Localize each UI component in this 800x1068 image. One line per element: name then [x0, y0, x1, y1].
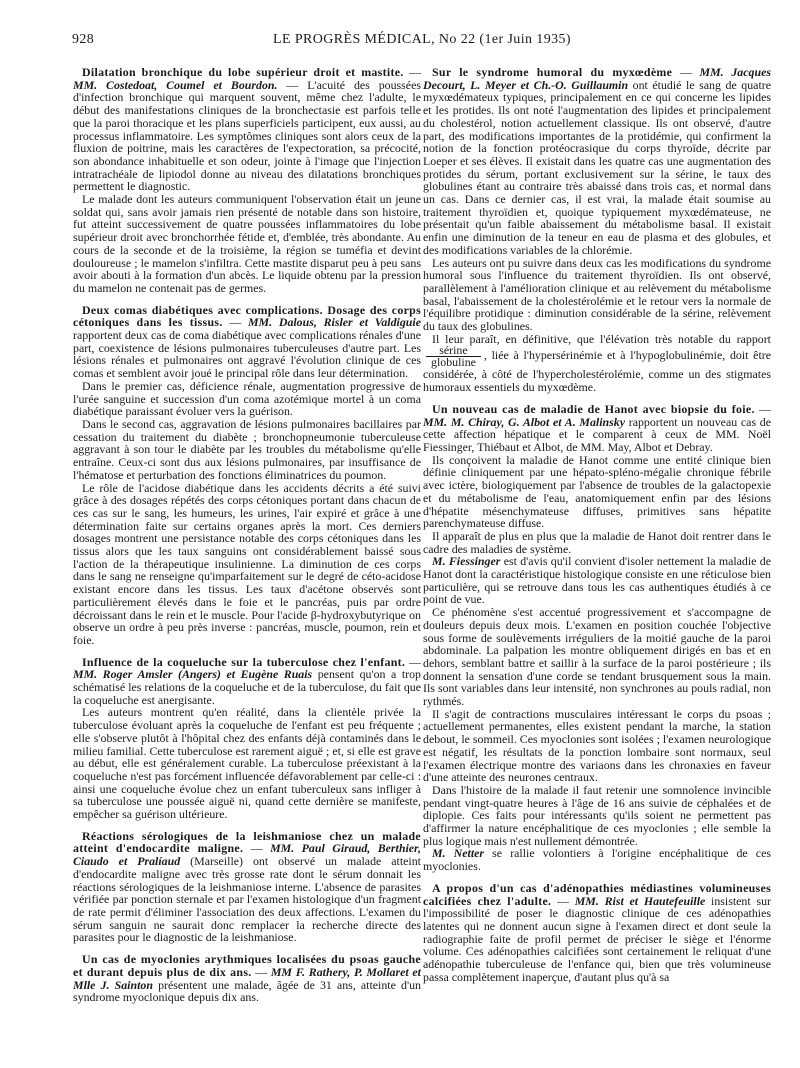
article-text: (Marseille) ont observé un malade atteint d'endocardite maligne avec très grosse rate dont le sérum donnait les réactions sérologiques de la leishmaniose interne. L'absence de parasites vérifiée par ponction sternale et par l'examen histologique d'un fragment de rate permit d'éliminer l'association des deux affections. L'examen du sérum sanguin ne saurait donc remplacer la recherche directe des parasites pour le diagnostic de la leishmaniose.	[73, 854, 421, 945]
article-title: Un cas de myoclonies arythmiques localisées du psoas gauche et durant depuis plus de dix ans.	[73, 952, 421, 979]
article-authors: MM. Roger Amsler (Angers) et Eugène Ruais	[73, 667, 313, 682]
article-paragraph: Il s'agit de contractions musculaires intéressant le corps du psoas ; actuellement permanentes, elles existent pendant la marche, la station debout, le sommeil. Ces myoclonies sont isolées ; l'examen neurologique est négatif, les résultats de la ponction lombaire sont normaux, seul l'examen électrique montre des variaons dans les chronaxies en faveur d'une atteinte des neurones centraux.	[423, 706, 771, 785]
article-title: Sur le syndrome humoral du myxœdème	[432, 66, 673, 79]
article-text: se rallie volontiers à l'origine encéphalitique de ces myoclonies.	[423, 846, 771, 874]
article-paragraph: Ils conçoivent la maladie de Hanot comme une entité clinique bien définie cliniquement par une hépato-spléno-mégalie chronique fébrile avec ictère, biologiquement par l'absence de troubles de la galactopexie et du métabolisme de l'eau, anatomiquement enfin par des lésions d'hépatite mésenchymateuse diffuses, primitives sans hépatite parenchymateuse diffuse.	[423, 452, 771, 531]
article-authors: MM. Paul Giraud, Berthier, Ciaudo et Pralíaud	[73, 841, 421, 869]
article-text: Il leur paraît, en définitive, que l'élévation très notable du rapport	[432, 331, 771, 346]
article-title: Deux comas diabétiques avec complications. Dosage des corps cétoniques dans les tissus.	[73, 302, 421, 330]
article-myxoedeme: Sur le syndrome humoral du myxœdème — MM. Jacques Decourt, L. Meyer et Ch.-O. Guillaumin ont étudié le sang de quatre myxœdémateux typiques, principalement en ce qui concerne les lipides et les protides. Ils ont noté l'augmentation des lipides et principalement du cholestérol, notion actuellement classique. Ils ont observé, d'autre part, des modifications importantes de la protidémie, qui confirment la notion de la fonction protéocrasique du corps thyroïde, décrite par Loeper et ses élèves. Il existait dans les quatre cas une augmentation des protides du sérum, portant exclusivement sur la sérine, le taux des globulines étant au contraire très abaissé dans trois cas, et normal dans un cas. Dans ce dernier cas, il est vrai, la malade était soumise au traitement thyroïdien et, quoique typiquement myxœdémateuse, ne présentait qu'un faible abaissement du métabolisme basal. Il existait enfin une diminution de la teneur en eau de plasma et des globules, et des modifications variables de la chlorémie. Les auteurs ont pu suivre dans deux cas les modifications du syndrome humoral sous l'influence du traitement thyroïdien. Ils ont observé, parallèlement à l'amélioration clinique et au relèvement du métabolisme basal, l'abaissement de la cholestérolémie et le retour vers la normale de l'équilibre protidique : diminution considérable de la sérine, relèvement du taux des globulines. Il leur paraît, en définitive, que l'élévation très notable du rapport $\frac{\text{sérine}}{\text{globuline}}$ , liée à l'hypersérinémie et à l'hypoglobulinémie, doit être considérée, à côté de l'hypercholestérolémie, comme un des stigmates humoraux essentiels du myxœdème.	[423, 66, 771, 395]
article-leishmaniose: Réactions sérologiques de la leishmaniose chez un malade atteint d'endocardite maligne. — MM. Paul Giraud, Berthier, Ciaudo et Pralíaud (Marseille) ont observé un malade atteint d'endocardite maligne avec très grosse rate dont le sérum donnait les réactions sérologiques de la leishmaniose interne. L'absence de parasites vérifiée par ponction sternale et par l'examen histologique d'un fragment de rate permit d'éliminer l'association des deux affections. L'examen du sérum sanguin ne saurait donc remplacer la recherche directe des parasites pour le diagnostic de la leishmaniose.	[73, 828, 421, 945]
article-text: ont étudié le sang de quatre myxœdémateux typiques, principalement en ce qui concerne les lipides et les protides. Ils ont noté l'augmentation des lipides et principalement du cholestérol, notion actuellement classique. Ils ont observé, d'autre part, des modifications importantes de la protidémie, qui confirment la notion de la fonction protéocrasique du corps thyroïde, décrite par Loeper et ses élèves. Il existait dans les quatre cas une augmentation des protides du sérum, portant exclusivement sur la sérine, le taux des globulines étant au contraire très abaissé dans trois cas, et normal dans un cas. Dans ce dernier cas, il est vrai, la malade était soumise au traitement thyroïdien et, quoique typiquement myxœdémateuse, ne présentait qu'un faible abaissement du métabolisme basal. Il existait enfin une diminution de la teneur en eau de plasma et des globules, et des modifications variables de la chlorémie.	[423, 77, 771, 257]
discussant-name: M. Fiessinger	[432, 554, 501, 569]
article-authors: MM. Costedoat, Coumel et Bourdon.	[73, 77, 278, 92]
article-paragraph: Les auteurs montrent qu'en réalité, dans la clientèle privée la tuberculose évoluant après la coqueluche de l'enfant est peu fréquente ; elle s'observe plutôt à l'hôpital chez des enfants déjà contaminés dans le milieu familial. Cette tuberculose est rarement aiguë ; et, si elle est grave au début, elle est généralement curable. La tuberculose préexistant à la coqueluche n'est pas forcément influencée défavorablement par celle-ci : ainsi une coqueluche évolue chez un enfant tuberculeux sans infliger à sa tuberculose une poussée aiguë ni, quand cette dernière se manifeste, empêcher sa guérison ultérieure.	[73, 705, 421, 822]
ratio-fraction	[426, 345, 481, 368]
article-paragraph: Le malade dont les auteurs communiquent l'observation était un jeune soldat qui, sans avoir jamais rien présenté de notable dans son histoire, fut atteint successivement de quatre poussées inflammatoires du lobe supérieur droit avec bronchorrhée fétide et, d'emblée, très abondante. Au cours de la seconde et de la troisième, la région se tuméfia et devint douloureuse ; le mamelon s'infiltra. Cette mastite disparut peu à peu sans avoir abouti à la formation d'un abcès. Le liquide obtenu par la pression du mamelon ne contenait pas de germes.	[73, 192, 421, 295]
article-authors: MM. Dalous, Risler et Valdiguie	[247, 315, 421, 330]
article-text: L'acuité des poussées d'infection bronchique qui marquent souvent, même chez l'adulte, le début des manifestations cliniques de la bronchectasie est parfois telle que la paroi thoracique et les plans superficiels participent, eux aussi, au processus inflammatoire. Les symptômes cliniques sont alors ceux de la fluxion de poitrine, mais les caractères de l'expectoration, sa précocité, son abondance inhabituelle et son odeur, jointe à l'image que l'injection intratrachéale de lipiodol donne au niveau des dilatations bronchiques permettent le diagnostic.	[73, 77, 421, 194]
article-paragraph: Ce phénomène s'est accentué progressivement et s'accompagne de douleurs depuis deux mois. L'examen en position couchée l'objective sous forme de soulèvements irréguliers de la moitié gauche de la paroi abdominale. La palpation les montre obliquement dirigés en bas et en dehors, semblant battre et saillir à la surface de la paroi postérieure ; ils donnent la sensation d'une corde se tendant brusquement sous la main. Ils sont variables dans leur intensité, non synchrones au pouls radial, non rythmés.	[423, 605, 771, 709]
article-title: Un nouveau cas de maladie de Hanot avec biopsie du foie.	[432, 401, 755, 416]
article-text: rapportent un nouveau cas de cette affection hépatique et le comparent à ceux de MM. Noël Fiessinger, Thiébaut et Albot, de MM. May, Albot et Debray.	[423, 414, 771, 454]
left-column	[73, 66, 421, 1056]
discussant-name: M. Netter	[432, 846, 485, 861]
article-myoclonies-psoas: Un cas de myoclonies arythmiques localisées du psoas gauche et durant depuis plus de dix ans. — MM F. Rathery, P. Mollaret et Mlle J. Sainton présentent une malade, âgée de 31 ans, atteinte d'un syndrome myoclonique depuis dix ans.	[73, 952, 421, 1005]
article-authors: MM. Rist et Hautefeuille	[574, 893, 706, 908]
article-text: rapportent deux cas de coma diabétique avec complications rénales d'une part, coexistence de lésions pulmonaires tuberculeuses d'autre part. Les lésions rénales et pulmonaires ont aggravé l'évolution clinique de ces comas et semblent avoir joué le principal rôle dans leur détermination.	[73, 328, 421, 381]
article-authors: MM. Jacques Decourt, L. Meyer et Ch.-O. Guillaumin	[423, 66, 771, 92]
article-maladie-hanot: Un nouveau cas de maladie de Hanot avec biopsie du foie. — MM. M. Chiray, G. Albot et A. Malinsky rapportent un nouveau cas de cette affection hépatique et le comparent à ceux de MM. Noël Fiessinger, Thiébaut et Albot, de MM. May, Albot et Debray. Ils conçoivent la maladie de Hanot comme une entité clinique bien définie cliniquement par une hépato-spléno-mégalie chronique fébrile avec ictère, biologiquement par l'absence de troubles de la galactopexie et du métabolisme de l'eau, anatomiquement enfin par des lésions d'hépatite mésenchymateuse diffuses, primitives sans hépatite parenchymateuse diffuse. Il apparaît de plus en plus que la maladie de Hanot doit rentrer dans le cadre des maladies de système. M. Fiessinger est d'avis qu'il convient d'isoler nettement la maladie de Hanot dont la caractéristique histologique consiste en une réticulose bien particulière, qui se retrouve dans tous les cas authentiques étudiés à ce point de vue. Ce phénomène s'est accentué progressivement et s'accompagne de douleurs depuis deux mois. L'examen en position couchée l'objective sous forme de soulèvements irréguliers de la moitié gauche de la paroi abdominale. La palpation les montre obliquement dirigés en bas et en dehors, semblant battre et saillir à la surface de la paroi postérieure ; ils donnent la sensation d'une corde se tendant brusquement sous la main. Ils sont variables dans leur intensité, non synchrones au pouls radial, non rythmés. Il s'agit de contractions musculaires intéressant le corps du psoas ; actuellement permanentes, elles existent pendant la marche, la station debout, le sommeil. Ces myoclonies sont isolées ; l'examen neurologique est négatif, les résultats de la ponction lombaire sont normaux, seul l'examen électrique montre des variaons dans les chronaxies en faveur d'une atteinte des neurones centraux. Dans l'histoire de la malade il faut retenir une somnolence invincible pendant vingt-quatre heures à l'âge de 16 ans suivie de céphalées et de diplopie. Ces faits pour intéressants qu'ils soient ne permettent pas d'affirmer la nature encéphalitique de ces myoclonies ; elle semble la plus logique mais n'est nullement démontrée. M. Netter se rallie volontiers à l'origine encéphalitique de ces myoclonies.	[423, 401, 771, 874]
article-title: Dilatation bronchique du lobe supérieur droit et mastite.	[82, 66, 404, 79]
journal-title: LE PROGRÈS MÉDICAL, No 22 (1er Juin 1935)	[273, 32, 571, 47]
article-paragraph: Dans le premier cas, déficience rénale, augmentation progressive de l'urée sanguine et succession d'un coma azotémique mortel à un coma diabétique paraissant évoluer vers la guérison.	[73, 378, 421, 419]
article-comas-diabetiques: Deux comas diabétiques avec complications. Dosage des corps cétoniques dans les tissus. — MM. Dalous, Risler et Valdiguie rapportent deux cas de coma diabétique avec complications rénales d'une part, coexistence de lésions pulmonaires tuberculeuses d'autre part. Les lésions rénales et pulmonaires ont aggravé l'évolution clinique de ces comas et semblent avoir joué le principal rôle dans leur détermination. Dans le premier cas, déficience rénale, augmentation progressive de l'urée sanguine et succession d'un coma azotémique mortel à un coma diabétique paraissant évoluer vers la guérison. Dans le second cas, aggravation de lésions pulmonaires bacillaires par cessation du traitement du diabète ; bronchopneumonie tuberculeuse aggravant à son tour le diabète par les troubles du métabolisme qu'elle entraîne. Ceux-ci sont dus aux lésions pulmonaires, par insuffisance de l'hématose et perturbation des fonctions éliminatrices du poumon. Le rôle de l'acidose diabétique dans les accidents décrits a été suivi grâce à des dosages répétés des corps cétoniques portant dans chacun de ces cas sur le sang, les humeurs, les urines, l'air expiré et grâce à une détermination faite sur certains organes après la mort. Ces derniers dosages montrent une persistance notable des corps cétoniques dans les tissus alors que les taux sanguins ont considérablement baissé sous l'action de la thérapeutique insulinienne. La diminution de ces corps dans le sang ne renseigne qu'imparfaitement sur le degré de céto-acidose existant encore dans les tissus. Les taux d'acétone observés sont particulièrement élevés dans le foie et le pancréas, puis par ordre décroissant dans le rein et le muscle. Pour l'acide β-hydroxybutyrique on observe un ordre à peu près inverse : pancréas, muscle, poumon, rein et foie.	[73, 302, 421, 647]
article-coqueluche-tuberculose: Influence de la coqueluche sur la tuberculose chez l'enfant. — MM. Roger Amsler (Angers) et Eugène Ruais pensent qu'on a trop schématisé les relations de la coqueluche et de la tuberculose, du fait que la coqueluche est anergisante. Les auteurs montrent qu'en réalité, dans la clientèle privée la tuberculose évoluant après la coqueluche de l'enfant est peu fréquente ; elle s'observe plutôt à l'hôpital chez des enfants déjà contaminés dans le milieu familial. Cette tuberculose est rarement aiguë ; et, si elle est grave au début, elle est généralement curable. La tuberculose préexistant à la coqueluche n'est pas forcément influencée défavorablement par celle-ci : ainsi une coqueluche évolue chez un enfant tuberculeux sans infliger à sa tuberculose une poussée aiguë ni, quand cette dernière se manifeste, empêcher sa guérison ultérieure.	[73, 654, 421, 822]
article-title: Influence de la coqueluche sur la tuberculose chez l'enfant.	[82, 654, 406, 669]
article-paragraph: Les auteurs ont pu suivre dans deux cas les modifications du syndrome humoral sous l'influence du traitement thyroïdien. Ils ont observé, parallèlement à l'amélioration clinique et au relèvement du métabolisme basal, l'abaissement de la cholestérolémie et le retour vers la normale de l'équilibre protidique : diminution considérable de la sérine, relèvement du taux des globulines.	[423, 255, 771, 334]
article-paragraph: Il apparaît de plus en plus que la maladie de Hanot doit rentrer dans le cadre des maladies de système.	[423, 528, 771, 556]
article-text: insistent sur l'impossibilité de poser le diagnostic clinique de ces adénopathies latentes qui ne donnent aucun signe à l'examen direct et dont seule la radiographie faite de profil permet de préciser le siège et l'énorme volume. Ces adénopathies calcifiées sont certainement le reliquat d'une adénopathie tuberculeuse de l'enfance qui, bien que très volumineuse passa complètement inaperçue, d'autant plus qu'à sa	[423, 893, 771, 984]
article-dilatation-bronchique: Dilatation bronchique du lobe supérieur droit et mastite. — MM. Costedoat, Coumel et Bourdon. — L'acuité des poussées d'infection bronchique qui marquent souvent, même chez l'adulte, le début des manifestations cliniques de la bronchectasie est parfois telle que la paroi thoracique et les plans superficiels participent, eux aussi, au processus inflammatoire. Les symptômes cliniques sont alors ceux de la fluxion de poitrine, mais les caractères de l'expectoration, sa précocité, son abondance inhabituelle et son odeur, jointe à l'image que l'injection intratrachéale de lipiodol donne au niveau des dilatations bronchiques permettent le diagnostic. Le malade dont les auteurs communiquent l'observation était un jeune soldat qui, sans avoir jamais rien présenté de notable dans son histoire, fut atteint successivement de quatre poussées inflammatoires du lobe supérieur droit avec bronchorrhée fétide et, d'emblée, très abondante. Au cours de la seconde et de la troisième, la région se tuméfia et devint douloureuse ; le mamelon s'infiltra. Cette mastite disparut peu à peu sans avoir abouti à la formation d'un abcès. Le liquide obtenu par la pression du mamelon ne contenait pas de germes.	[73, 66, 421, 295]
fraction-denominator: globuline	[431, 355, 476, 370]
article-text: , liée à l'hypersérinémie et à l'hypoglobulinémie, doit être considérée, à côté de l'hypercholestérolémie, comme un des stigmates humoraux essentiels du myxœdème.	[423, 348, 771, 395]
fraction-numerator: sérine	[426, 345, 481, 357]
article-text: est d'avis qu'il convient d'isoler nettement la maladie de Hanot dont la caractéristique histologique consiste en une réticulose bien particulière, qui se retrouve dans tous les cas authentiques étudiés à ce point de vue.	[423, 554, 771, 607]
page-number: 928	[72, 32, 95, 47]
running-header	[72, 30, 772, 52]
article-adenopathies-mediastines: A propos d'un cas d'adénopathies médiastines volumineuses calcifiées chez l'adulte. — MM. Rist et Hautefeuille insistent sur l'impossibilité de poser le diagnostic clinique de ces adénopathies latentes qui ne donnent aucun signe à l'examen direct et dont seule la radiographie faite de profil permet de préciser le siège et l'énorme volume. Ces adénopathies calcifiées sont certainement le reliquat d'une adénopathie tuberculeuse de l'enfance qui, bien que très volumineuse passa complètement inaperçue, d'autant plus qu'à sa	[423, 880, 771, 984]
article-paragraph: Dans l'histoire de la malade il faut retenir une somnolence invincible pendant vingt-quatre heures à l'âge de 16 ans suivie de céphalées et de diplopie. Ces faits pour intéressants qu'ils soient ne permettent pas d'affirmer la nature encéphalitique de ces myoclonies ; elle semble la plus logique mais n'est nullement démontrée.	[423, 782, 771, 848]
article-authors: MM F. Rathery, P. Mollaret et Mlle J. Sainton	[73, 964, 421, 992]
article-text: présentent une malade, âgée de 31 ans, atteinte d'un syndrome myoclonique depuis dix ans.	[73, 977, 421, 1005]
right-column	[423, 66, 771, 1056]
article-text: pensent qu'on a trop schématisé les relations de la coqueluche et de la tuberculose, du fait que la coqueluche est anergisante.	[73, 667, 421, 707]
article-title: Réactions sérologiques de la leishmaniose chez un malade atteint d'endocardite maligne.	[73, 828, 421, 856]
article-title: A propos d'un cas d'adénopathies médiastines volumineuses calcifiées chez l'adulte.	[423, 880, 771, 908]
article-paragraph: Le rôle de l'acidose diabétique dans les accidents décrits a été suivi grâce à des dosages répétés des corps cétoniques portant dans chacun de ces cas sur le sang, les humeurs, les urines, l'air expiré et grâce à une détermination faite sur certains organes après la mort. Ces derniers dosages montrent une persistance notable des corps cétoniques dans les tissus alors que les taux sanguins ont considérablement baissé sous l'action de la thérapeutique insulinienne. La diminution de ces corps dans le sang ne renseigne qu'imparfaitement sur le degré de céto-acidose existant encore dans les tissus. Les taux d'acétone observés sont particulièrement élevés dans le foie et le pancréas, puis par ordre décroissant dans le rein et le muscle. Pour l'acide β-hydroxybutyrique on observe un ordre à peu près inverse : pancréas, muscle, poumon, rein et foie.	[73, 480, 421, 647]
article-authors: MM. M. Chiray, G. Albot et A. Malinsky	[423, 414, 626, 429]
article-paragraph: Dans le second cas, aggravation de lésions pulmonaires bacillaires par cessation du traitement du diabète ; bronchopneumonie tuberculeuse aggravant à son tour le diabète par les troubles du métabolisme qu'elle entraîne. Ceux-ci sont dus aux lésions pulmonaires, par insuffisance de l'hématose et perturbation des fonctions éliminatrices du poumon.	[73, 416, 421, 482]
